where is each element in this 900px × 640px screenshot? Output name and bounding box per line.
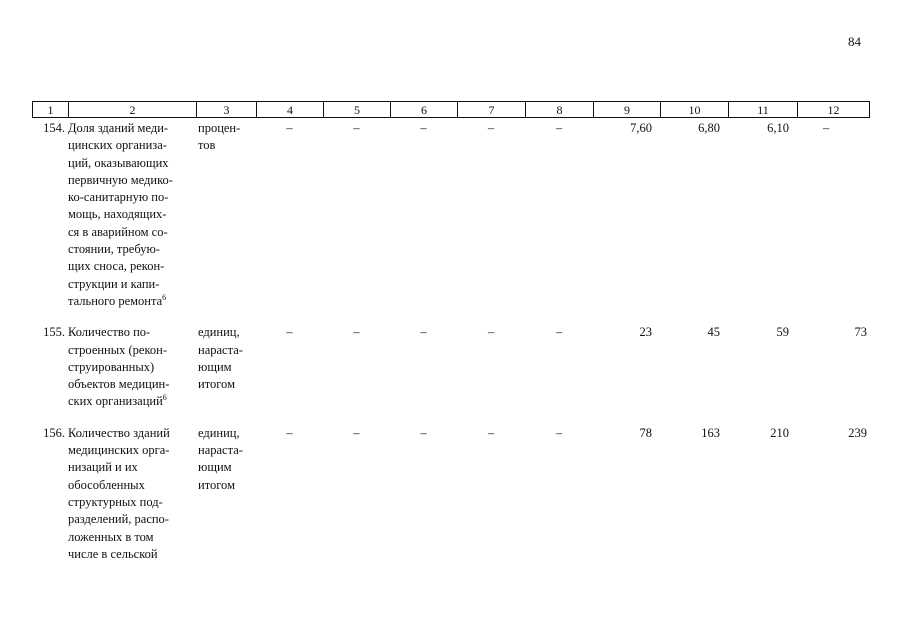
indicator-name-line: числе в сельской <box>68 546 158 561</box>
value-col-8: – <box>555 425 563 440</box>
table-row <box>32 324 869 410</box>
row-number: 155. <box>43 325 65 340</box>
value-col-11: 210 <box>770 425 789 440</box>
unit-cell <box>196 120 256 310</box>
unit-cell <box>196 425 256 563</box>
value-col-12: – <box>823 121 830 135</box>
indicator-name-line-last <box>68 393 196 410</box>
indicator-name-line: щих сноса, рекон- <box>68 259 165 274</box>
value-col-5: – <box>353 425 360 440</box>
row-number: 154. <box>43 121 65 135</box>
value-col-9: 23 <box>639 325 652 340</box>
value-col-7: – <box>487 121 495 135</box>
column-header-10: 10 <box>661 102 729 118</box>
indicator-name-line: обособленных <box>68 477 145 492</box>
indicator-name-line: Количество по- <box>68 325 151 340</box>
value-col-5: – <box>353 325 360 340</box>
value-col-9: 78 <box>639 425 652 440</box>
indicator-name-line: струкции и капи- <box>68 276 160 291</box>
value-col-10: 6,80 <box>698 121 720 135</box>
footnote-mark: 6 <box>162 292 167 302</box>
table-row <box>32 425 869 563</box>
value-col-4: – <box>286 425 293 440</box>
indicator-name-line: медицинских орга- <box>68 443 170 458</box>
footnote-mark: 6 <box>162 393 167 403</box>
value-col-6: – <box>420 325 427 340</box>
column-header-4: 4 <box>257 102 324 118</box>
column-header-3: 3 <box>197 102 257 118</box>
indicator-name <box>68 425 196 563</box>
indicator-name-line: структурных под- <box>68 494 163 509</box>
unit-line: процен- <box>198 121 241 135</box>
indicator-name-line: ций, оказывающих <box>68 155 169 170</box>
indicator-name-line: ко-санитарную по- <box>68 190 169 205</box>
indicator-name-line: Количество зданий <box>68 425 170 440</box>
indicator-name-line: строенных (рекон- <box>68 342 168 357</box>
indicator-name <box>68 120 196 310</box>
indicator-name-line: разделений, распо- <box>68 512 169 527</box>
column-header-7: 7 <box>458 102 526 118</box>
column-number-header <box>32 101 870 118</box>
indicator-name-text: тального ремонта <box>68 293 163 308</box>
value-col-9: 7,60 <box>630 121 652 135</box>
indicator-name-line: мощь, находящих- <box>68 207 167 222</box>
value-col-7: – <box>487 325 495 340</box>
value-col-6: – <box>420 425 427 440</box>
indicator-name <box>68 324 196 410</box>
indicator-name-line: цинских организа- <box>68 138 167 153</box>
table-row <box>32 120 869 310</box>
unit-line: единиц, <box>198 425 240 440</box>
indicator-name-line: объектов медицин- <box>68 377 170 392</box>
unit-line: нараста- <box>198 342 243 357</box>
value-col-12: 73 <box>854 325 867 340</box>
indicator-table <box>32 120 869 563</box>
column-header-5: 5 <box>324 102 391 118</box>
value-col-4: – <box>286 121 293 135</box>
column-header-12: 12 <box>798 102 870 118</box>
unit-line: тов <box>198 138 216 153</box>
value-col-4: – <box>286 325 293 340</box>
value-col-7: – <box>487 425 495 440</box>
unit-line: ющим <box>198 359 232 374</box>
page-number: 84 <box>848 34 861 49</box>
value-col-8: – <box>555 325 563 340</box>
column-header-9: 9 <box>594 102 661 118</box>
indicator-name-line: первичную медико- <box>68 172 173 187</box>
column-header-6: 6 <box>391 102 458 118</box>
indicator-name-line: стоянии, требую- <box>68 242 160 257</box>
unit-line: нараста- <box>198 443 243 458</box>
column-header-2: 2 <box>69 102 197 118</box>
indicator-name-line-last <box>68 293 196 310</box>
unit-cell <box>196 324 256 410</box>
value-col-11: 59 <box>776 325 789 340</box>
unit-line: итогом <box>198 477 235 492</box>
value-col-8: – <box>555 121 563 135</box>
row-number: 156. <box>43 425 65 440</box>
column-header-11: 11 <box>729 102 798 118</box>
indicator-name-line: струированных) <box>68 359 155 374</box>
unit-line: единиц, <box>198 325 240 340</box>
value-col-12: 239 <box>848 425 867 440</box>
value-col-10: 45 <box>707 325 720 340</box>
indicator-name-line: ложенных в том <box>68 529 154 544</box>
indicator-name-line: ся в аварийном со- <box>68 224 168 239</box>
value-col-5: – <box>353 121 360 135</box>
column-header-1: 1 <box>33 102 69 118</box>
unit-line: ющим <box>198 460 232 475</box>
value-col-6: – <box>420 121 427 135</box>
value-col-11: 6,10 <box>767 121 789 135</box>
indicator-name-line: Доля зданий меди- <box>68 121 169 135</box>
unit-line: итогом <box>198 377 235 392</box>
column-header-8: 8 <box>526 102 594 118</box>
indicator-name-text: ских организаций <box>68 394 163 409</box>
value-col-10: 163 <box>701 425 720 440</box>
indicator-name-line: низаций и их <box>68 460 138 475</box>
